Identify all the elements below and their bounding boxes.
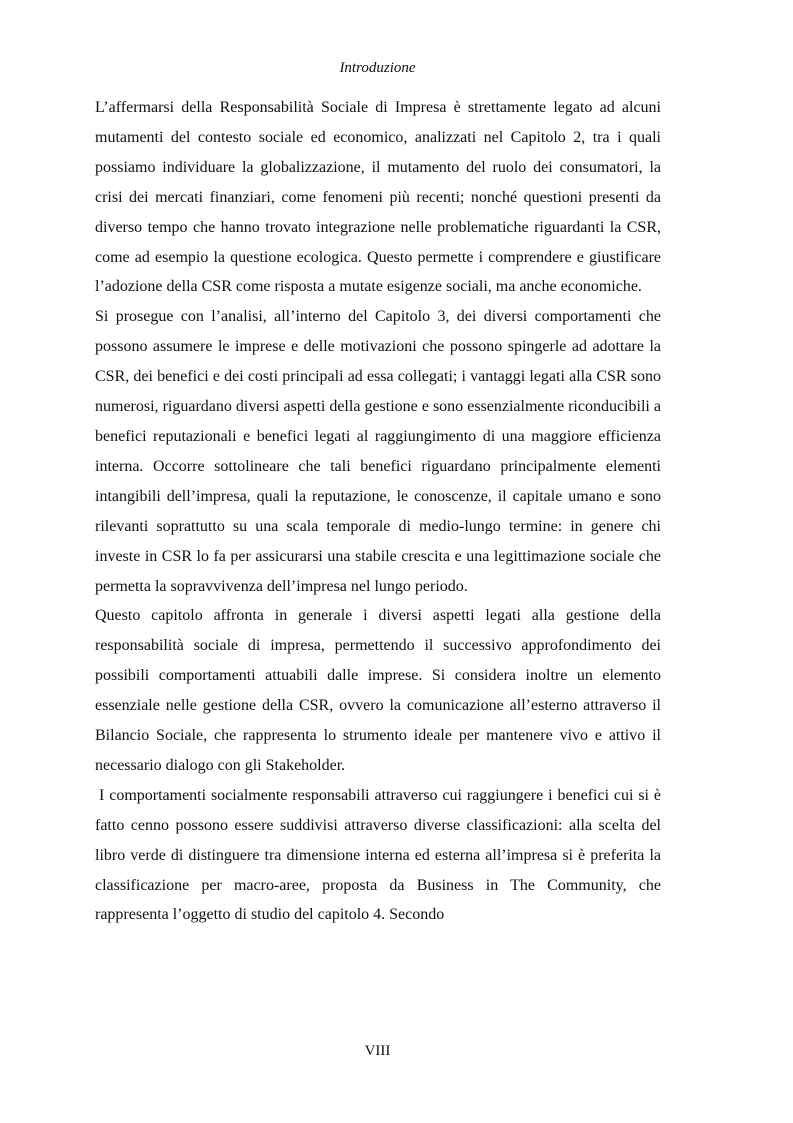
page-header-title: Introduzione [339,60,416,76]
paragraph-chapter-4: I comportamenti socialmente responsabili attraverso cui raggiungere i benefici cui si è fatto cenno possono essere suddivisi attraverso diverse classificazioni: alla scelta del libro verde di distinguere tra dimensione interna ed esterna all’impresa si è preferita la classificazione per macro-aree, proposta da Business in The Community, che rappresenta l’oggetto di studio del capitolo 4. Secondo [95,786,661,924]
paragraph-chapter-3: Si prosegue con l’analisi, all’interno del Capitolo 3, dei diversi comportamenti che possono assumere le imprese e delle motivazioni che possono spingerle ad adottare la CSR, dei benefici e dei costi principali ad essa collegati; i vantaggi legati alla CSR sono numerosi, riguardano diversi aspetti della gestione e sono essenzialmente riconducibili a benefici reputazionali e benefici legati al raggiungimento di una maggiore efficienza interna. Occorre sottolineare che tali benefici riguardano principalmente elementi intangibili dell’impresa, quali la reputazione, le conoscenze, il capitale umano e sono rilevanti soprattutto su una scala temporale di medio-lungo termine: in genere chi investe in CSR lo fa per assicurarsi una stabile crescita e una legittimazione sociale che permetta la sopravvivenza dell’impresa nel lungo periodo. [95,308,661,595]
body-text [95,93,661,930]
paragraph-management: Questo capitolo affronta in generale i diversi aspetti legati alla gestione della responsabilità sociale di impresa, permettendo il successivo approfondimento dei possibili comportamenti attuabili dalle imprese. Si considera inoltre un elemento essenziale nelle gestione della CSR, ovvero la comunicazione all’esterno attraverso il Bilancio Sociale, che rappresenta lo strumento ideale per mantenere vivo e attivo il necessario dialogo con gli Stakeholder. [95,607,661,774]
paragraph-csr-context: L’affermarsi della Responsabilità Sociale di Impresa è strettamente legato ad alcuni mutamenti del contesto sociale ed economico, analizzati nel Capitolo 2, tra i quali possiamo individuare la globalizzazione, il mutamento del ruolo dei consumatori, la crisi dei mercati finanziari, come fenomeni più recenti; nonché questioni presenti da diverso tempo che hanno trovato integrazione nelle problematiche riguardanti la CSR, come ad esempio la questione ecologica. Questo permette i comprendere e giustificare l’adozione della CSR come risposta a mutate esigenze sociali, ma anche economiche. [95,99,661,296]
page-number: VIII [364,1043,391,1059]
